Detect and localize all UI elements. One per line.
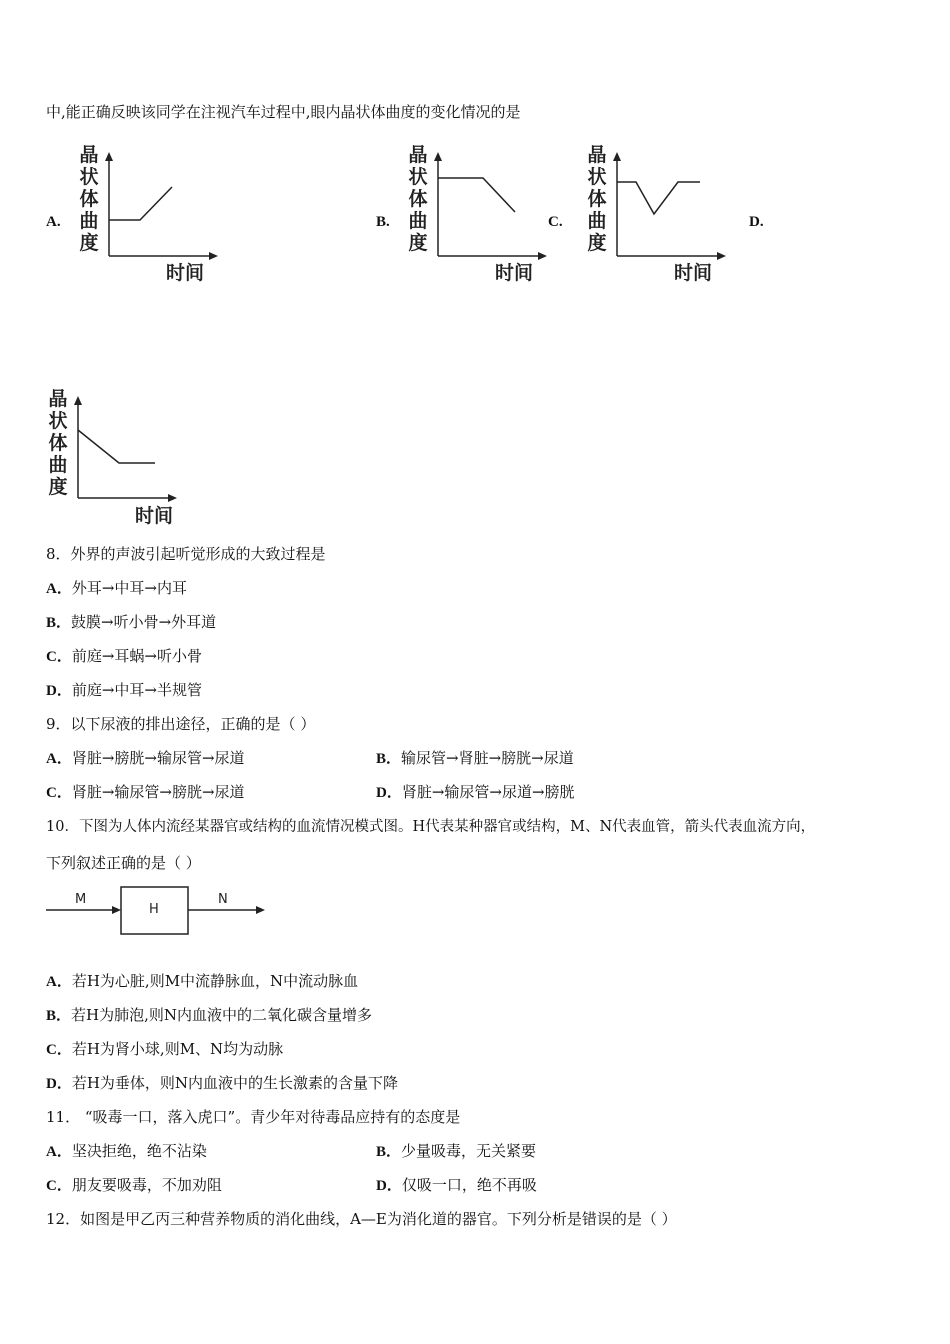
q11-stem: 11． “吸毒一口，落入虎口”。青少年对待毒品应持有的态度是 (46, 1108, 461, 1126)
q9-stem: 9．以下尿液的排出途径，正确的是（ ） (46, 715, 316, 733)
y-axis-char: 晶 (48, 388, 68, 410)
y-axis-char: 状 (79, 166, 99, 188)
q8-option-a: A．外耳→中耳→内耳 (46, 579, 187, 597)
q7-option-a-label: A. (46, 214, 61, 230)
y-axis-char: 度 (48, 476, 68, 498)
q11-option-c: C．朋友要吸毒，不加劝阻 (46, 1176, 222, 1194)
q10-flow-diagram (46, 882, 276, 942)
y-axis-char: 度 (408, 232, 428, 254)
q8-option-d: D．前庭→中耳→半规管 (46, 681, 202, 699)
q9-option-c: C．肾脏→输尿管→膀胱→尿道 (46, 783, 245, 801)
q8-stem: 8．外界的声波引起听觉形成的大致过程是 (46, 545, 326, 563)
q9-option-b: B．输尿管→肾脏→膀胱→尿道 (376, 749, 574, 767)
q9-option-d: D．肾脏→输尿管→尿道→膀胱 (376, 783, 575, 801)
y-axis-char: 体 (408, 188, 428, 210)
curve-b (438, 178, 515, 212)
q7-graph-b (407, 144, 547, 284)
organ-h-label: H (149, 902, 159, 917)
q12-stem: 12．如图是甲乙丙三种营养物质的消化曲线，A—E为消化道的器官。下列分析是错误的是（ ） (46, 1210, 677, 1228)
q10-stem-line2: 下列叙述正确的是（ ） (46, 854, 201, 872)
y-axis-char: 状 (48, 410, 68, 432)
x-axis-label: 时间 (135, 505, 174, 527)
q7-option-d-label: D. (749, 214, 764, 230)
x-axis-label: 时间 (674, 262, 713, 284)
x-axis-label: 时间 (495, 262, 534, 284)
q10-stem-line1: 10．下图为人体内流经某器官或结构的血流情况模式图。H代表某种器官或结构，M、N代表血管，箭头代表血流方向， (46, 819, 816, 835)
vessel-m-label: M (75, 892, 87, 907)
y-axis-char: 体 (48, 432, 68, 454)
q10-option-b: B．若H为肺泡,则N内血液中的二氧化碳含量增多 (46, 1006, 372, 1024)
y-axis-char: 度 (587, 232, 607, 254)
q8-option-c: C．前庭→耳蜗→听小骨 (46, 647, 202, 665)
y-axis-char: 晶 (408, 144, 428, 166)
q7-stem-tail: 中,能正确反映该同学在注视汽车过程中,眼内晶状体曲度的变化情况的是 (46, 103, 521, 121)
x-axis-label: 时间 (166, 262, 205, 284)
y-axis-char: 曲 (587, 210, 607, 232)
q7-graph-d (47, 388, 187, 528)
q10-option-a: A．若H为心脏,则M中流静脉血，N中流动脉血 (46, 972, 359, 990)
y-axis-char: 晶 (587, 144, 607, 166)
y-axis-char: 晶 (79, 144, 99, 166)
q11-option-b: B．少量吸毒，无关紧要 (376, 1142, 537, 1160)
q8-option-b: B．鼓膜→听小骨→外耳道 (46, 613, 217, 631)
q7-graph-a (78, 144, 218, 284)
q11-option-a: A．坚决拒绝，绝不沾染 (46, 1142, 207, 1160)
y-axis-char: 曲 (48, 454, 68, 476)
curve-c (617, 182, 700, 214)
vessel-n-label: N (218, 892, 228, 907)
y-axis-char: 度 (79, 232, 99, 254)
curve-a (109, 187, 172, 220)
q9-option-a: A．肾脏→膀胱→输尿管→尿道 (46, 749, 245, 767)
y-axis-char: 状 (587, 166, 607, 188)
q7-option-c-label: C. (548, 214, 563, 230)
q11-option-d: D．仅吸一口，绝不再吸 (376, 1176, 537, 1194)
y-axis-char: 体 (79, 188, 99, 210)
y-axis-char: 状 (408, 166, 428, 188)
q7-option-b-label: B. (376, 214, 390, 230)
y-axis-char: 曲 (408, 210, 428, 232)
y-axis-char: 体 (587, 188, 607, 210)
q10-option-d: D．若H为垂体，则N内血液中的生长激素的含量下降 (46, 1074, 399, 1092)
q7-graph-c (586, 144, 726, 284)
q10-option-c: C．若H为肾小球,则M、N均为动脉 (46, 1040, 284, 1058)
y-axis-char: 曲 (79, 210, 99, 232)
curve-d (78, 430, 155, 463)
